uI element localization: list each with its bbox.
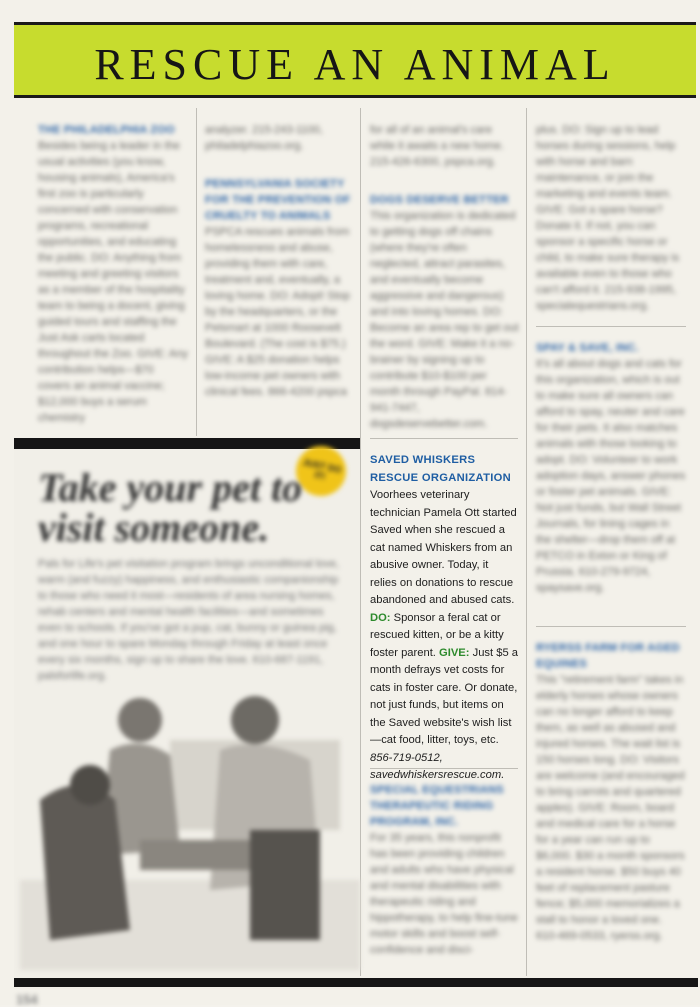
- article-heading: RYERSS FARM FOR AGED EQUINES: [536, 642, 680, 670]
- feature-saved-whiskers: [370, 452, 518, 785]
- pet-visit-body: Pals for Life's pet visitation program brings unconditional love, warm (and fuzzy) happiness, and enthusiastic companionship to those who need it most—residents of area nursing homes, rehab centers and mental health facilities—and sometimes even to schools. If you've got a pup, cat, bunny or guinea pig, and one hour to spare Monday through Friday at least once every six months, sign up to share the love. 610-687-1191, palsforlife.org.: [38, 558, 340, 682]
- contact-info: 856-719-0512, savedwhiskersrescue.com.: [370, 751, 505, 781]
- feature-title: SAVED WHISKERS RESCUE ORGANIZATION: [370, 454, 511, 484]
- do-text: Sponsor a feral cat or rescued kitten, or be a kitty foster parent.: [370, 611, 504, 659]
- feature-intro: Voorhees veterinary technician Pamela Ott started Saved when she rescued a cat named Whiskers from an abusive owner. Today, it relies on donations to rescue abandoned and abused cats.: [370, 489, 517, 606]
- give-label: GIVE:: [439, 646, 470, 659]
- section-header-band: [14, 22, 696, 98]
- section-rule: [536, 326, 686, 327]
- column-rule: [360, 108, 361, 976]
- article-special-equestrians: [370, 782, 520, 958]
- section-rule: [370, 438, 518, 439]
- give-text: Just $5 a month defrays vet costs for cats in foster care. Or donate, not just funds, but items on the Saved website's wish list—cat food, litter, toys, etc.: [370, 646, 519, 746]
- article-heading: SPECIAL EQUESTRIANS THERAPEUTIC RIDING PROGRAM, INC.: [370, 784, 504, 828]
- pet-visit-headline: Take your pet to visit someone.: [38, 465, 303, 550]
- article-dogs-deserve-better: [370, 122, 520, 432]
- section-rule: [536, 626, 686, 627]
- just-do-it-badge: JUST DO IT!: [291, 441, 350, 500]
- article-heading: SPAY & SAVE, INC.: [536, 342, 639, 354]
- page-number: 154: [16, 992, 38, 1007]
- article-heading: DOGS DESERVE BETTER: [370, 194, 509, 206]
- article-equestrians-continued: [536, 122, 686, 314]
- section-title: RESCUE AN ANIMAL: [94, 40, 616, 89]
- column-rule: [196, 108, 197, 436]
- article-ryerss-farm: [536, 640, 686, 944]
- article-pspca: [205, 122, 355, 400]
- article-continuation: analyzer. 215-243-1100, philadelphiazoo.org.: [205, 124, 323, 152]
- do-label: DO:: [370, 611, 391, 624]
- article-body: For 35 years, this nonprofit has been providing children and adults who have physical and mental disabilities with therapeutic riding and hippotherapy, to help fine-tune motor skills and boost self-confidence and disci-: [370, 832, 518, 956]
- article-body: It's all about dogs and cats for this organization, which is out to make sure all owners can afford to spay, neuter and care for their pets. It also matches animals with those looking to adopt. DO: Volunteer to work adoption days, answer phones or foster pet animals. GIVE: Not just funds, but Wall Street Journals, for lining cages in the shelter—drop them off at PETCO in Exton or King of Prussia. 610-279-9724, spaysave.org.: [536, 358, 686, 594]
- column-rule: [526, 108, 527, 976]
- article-heading: PENNSYLVANIA SOCIETY FOR THE PREVENTION OF CRUELTY TO ANIMALS: [205, 178, 351, 222]
- pet-visit-illustration: [20, 680, 360, 970]
- article-continuation: plus. DO: Sign up to lead horses during sessions, help with horse and barn maintenance, or join the marketing and events team. GIVE: Got a spare horse? Donate it. If not, you can sponsor a specific horse or child, to make sure therapy is available even to those who can't afford it. 215-938-1995, specialequestrians.org.: [536, 124, 680, 312]
- bottom-rule: [14, 978, 698, 987]
- article-continuation: for all of an animal's care while it awaits a new home. 215-426-6300, pspca.org.: [370, 124, 504, 168]
- article-spay-and-save: [536, 340, 686, 596]
- article-body: Besides being a leader in the usual activities (you know, housing animals), America's first zoo is particularly concerned with conservation programs, recreational opportunities, and educating the public. DO: Anything from meeting and greeting visitors as a member of the hospitality team to being a docent, giving guided tours and staffing the Just Ask carts located throughout the Zoo. GIVE: Any contribution helps—$70 covers an animal vaccine; $12,000 buys a serum chemistry: [38, 140, 188, 424]
- article-heading: THE PHILADELPHIA ZOO: [38, 124, 175, 136]
- article-philadelphia-zoo: [38, 122, 188, 426]
- article-body: This organization is dedicated to getting dogs off chains (where they're often neglected, attract parasites, and eventually become aggressive and dangerous) and into loving homes. DO: Become an area rep to get out the word. GIVE: Make it a no-brainer by signing up to contribute $10-$100 per month through PayPal. 814-941-7447, dogsdeservebetter.com.: [370, 210, 519, 430]
- article-body: This "retirement farm" takes in elderly horses whose owners can no longer afford to keep them, as well as abused and injured horses. The wait list is 150 horses long. DO: Visitors are welcome (and encouraged to bring carrots and quartered apples). GIVE: Room, board and medical care for a horse for a year can run up to $6,000. $30 a month sponsors a resident horse. $50 buys 40 feet of replacement pasture fence; $5,000 memorializes a stall to honor a loved one. 610-469-0533, ryerss.org.: [536, 674, 685, 942]
- article-body: PSPCA rescues animals from homelessness and abuse, providing them with care, treatment and, eventually, a loving home. DO: Adopt! Stop by the headquarters, or the Petsmart at 1000 Roosevelt Boulevard. (The cost is $75.) GIVE: A $25 donation helps low-income pet owners with clinical fees. 866-4200 pspca: [205, 226, 350, 398]
